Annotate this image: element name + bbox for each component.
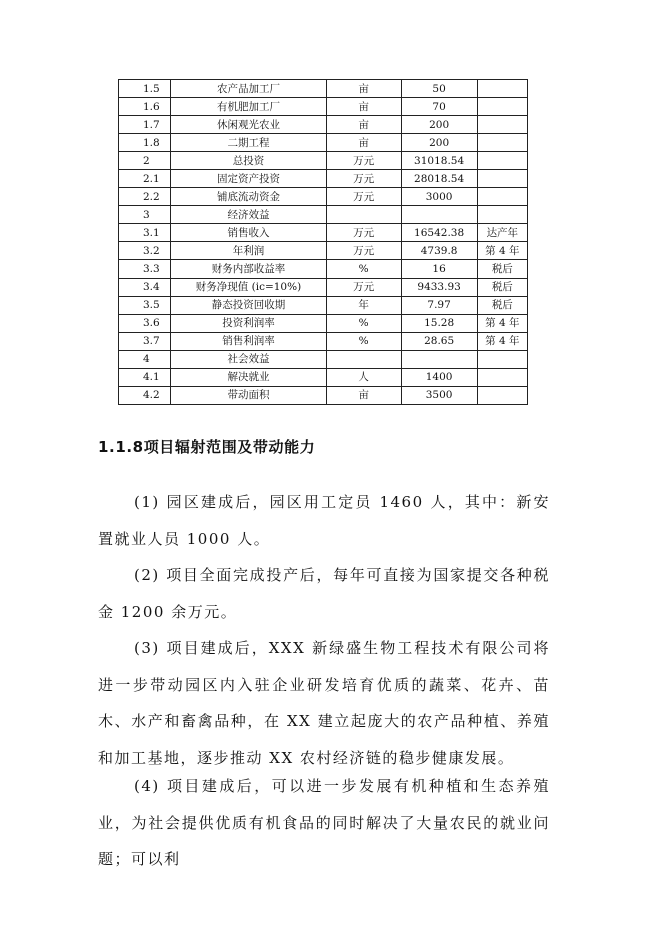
table-cell: 亩 [326, 116, 401, 134]
table-cell: 二期工程 [171, 134, 326, 152]
table-row [119, 152, 528, 170]
paragraph-4: (4) 项目建成后，可以进一步发展有机种植和生态养殖业，为社会提供优质有机食品的同时解决了大量农民的就业问题；可以利 [98, 777, 550, 868]
table-cell: 15.28 [401, 314, 477, 332]
paragraph-2: (2) 项目全面完成投产后，每年可直接为国家提交各种税金 1200 余万元。 [98, 566, 550, 621]
table-cell: 休闲观光农业 [171, 116, 326, 134]
table-cell: 3.5 [119, 296, 171, 314]
table-row [119, 314, 528, 332]
table-cell: 3 [119, 206, 171, 224]
table-row [119, 170, 528, 188]
indicator-table [118, 79, 528, 405]
table-cell: 农产品加工厂 [171, 80, 326, 98]
table-cell: 第 4 年 [477, 314, 527, 332]
table-cell: 1.5 [119, 80, 171, 98]
table-cell: 31018.54 [401, 152, 477, 170]
table-cell: 达产年 [477, 224, 527, 242]
table-cell: 3.6 [119, 314, 171, 332]
table-cell: 2.2 [119, 188, 171, 206]
table-cell: 亩 [326, 386, 401, 404]
table-cell: 销售收入 [171, 224, 326, 242]
table-cell: 第 4 年 [477, 332, 527, 350]
table-cell: 总投资 [171, 152, 326, 170]
table-cell: 亩 [326, 80, 401, 98]
table-cell [401, 350, 477, 368]
table-row [119, 332, 528, 350]
table-cell: 9433.93 [401, 278, 477, 296]
section-heading: 1.1.8项目辐射范围及带动能力 [98, 438, 316, 456]
table-cell: 亩 [326, 98, 401, 116]
table-cell: 2 [119, 152, 171, 170]
table-cell: 70 [401, 98, 477, 116]
table-cell: 1400 [401, 368, 477, 386]
table-cell [401, 206, 477, 224]
table-cell: 第 4 年 [477, 242, 527, 260]
table-cell [477, 116, 527, 134]
table-cell: 200 [401, 134, 477, 152]
table-cell [477, 350, 527, 368]
table-row [119, 134, 528, 152]
table-row [119, 224, 528, 242]
table-cell: 4.1 [119, 368, 171, 386]
table-cell: 28018.54 [401, 170, 477, 188]
table-cell: 3500 [401, 386, 477, 404]
table-cell: 税后 [477, 296, 527, 314]
table-cell: 4 [119, 350, 171, 368]
table-row [119, 98, 528, 116]
table-cell [326, 350, 401, 368]
table-cell: 1.7 [119, 116, 171, 134]
table-row [119, 80, 528, 98]
table-cell: 2.1 [119, 170, 171, 188]
table-cell: 销售利润率 [171, 332, 326, 350]
table-cell: % [326, 332, 401, 350]
table-cell: 4.2 [119, 386, 171, 404]
table-cell: 万元 [326, 224, 401, 242]
table-cell: 3.4 [119, 278, 171, 296]
table-cell: 有机肥加工厂 [171, 98, 326, 116]
table-cell: 万元 [326, 152, 401, 170]
table-cell: 财务内部收益率 [171, 260, 326, 278]
table-cell: 静态投资回收期 [171, 296, 326, 314]
table-cell: 亩 [326, 134, 401, 152]
table-cell: 16542.38 [401, 224, 477, 242]
table-cell: 税后 [477, 278, 527, 296]
table-cell [477, 134, 527, 152]
table-cell: 万元 [326, 170, 401, 188]
table-cell: 解决就业 [171, 368, 326, 386]
table-cell: 1.8 [119, 134, 171, 152]
table-cell: 万元 [326, 242, 401, 260]
indicator-table-body [119, 80, 528, 405]
table-cell: 万元 [326, 188, 401, 206]
paragraph-1: (1) 园区建成后，园区用工定员 1460 人，其中：新安置就业人员 1000 人。 [98, 493, 550, 548]
table-row [119, 296, 528, 314]
table-cell: 3.3 [119, 260, 171, 278]
table-cell [477, 170, 527, 188]
table-cell: % [326, 314, 401, 332]
table-cell [477, 152, 527, 170]
paragraph-3: (3) 项目建成后，XXX 新绿盛生物工程技术有限公司将进一步带动园区内入驻企业研发培育优质的蔬菜、花卉、苗木、水产和畜禽品种，在 XX 建立起庞大的农产品种植、养殖和加工基地，逐步推动 XX 农村经济链的稳步健康发展。 [98, 639, 550, 767]
table-cell [477, 98, 527, 116]
table-row [119, 188, 528, 206]
table-cell: 财务净现值 (ic=10%) [171, 278, 326, 296]
table-cell: 经济效益 [171, 206, 326, 224]
table-row [119, 386, 528, 404]
table-cell: % [326, 260, 401, 278]
table-cell: 3.7 [119, 332, 171, 350]
table-cell [477, 368, 527, 386]
table-cell [477, 188, 527, 206]
table-cell: 社会效益 [171, 350, 326, 368]
table-row [119, 368, 528, 386]
table-cell [477, 206, 527, 224]
table-cell: 铺底流动资金 [171, 188, 326, 206]
table-cell: 带动面积 [171, 386, 326, 404]
table-row [119, 206, 528, 224]
table-row [119, 242, 528, 260]
table-cell: 税后 [477, 260, 527, 278]
table-row [119, 116, 528, 134]
table-cell [326, 206, 401, 224]
table-cell: 28.65 [401, 332, 477, 350]
table-cell: 16 [401, 260, 477, 278]
table-cell: 万元 [326, 278, 401, 296]
table-cell: 年利润 [171, 242, 326, 260]
table-cell [477, 80, 527, 98]
table-row [119, 350, 528, 368]
table-cell: 7.97 [401, 296, 477, 314]
table-cell: 年 [326, 296, 401, 314]
table-cell: 人 [326, 368, 401, 386]
table-cell: 3000 [401, 188, 477, 206]
table-cell [477, 386, 527, 404]
table-row [119, 278, 528, 296]
table-row [119, 260, 528, 278]
table-cell: 50 [401, 80, 477, 98]
table-cell: 4739.8 [401, 242, 477, 260]
table-cell: 3.2 [119, 242, 171, 260]
table-cell: 200 [401, 116, 477, 134]
table-cell: 投资利润率 [171, 314, 326, 332]
table-cell: 3.1 [119, 224, 171, 242]
table-cell: 1.6 [119, 98, 171, 116]
table-cell: 固定资产投资 [171, 170, 326, 188]
